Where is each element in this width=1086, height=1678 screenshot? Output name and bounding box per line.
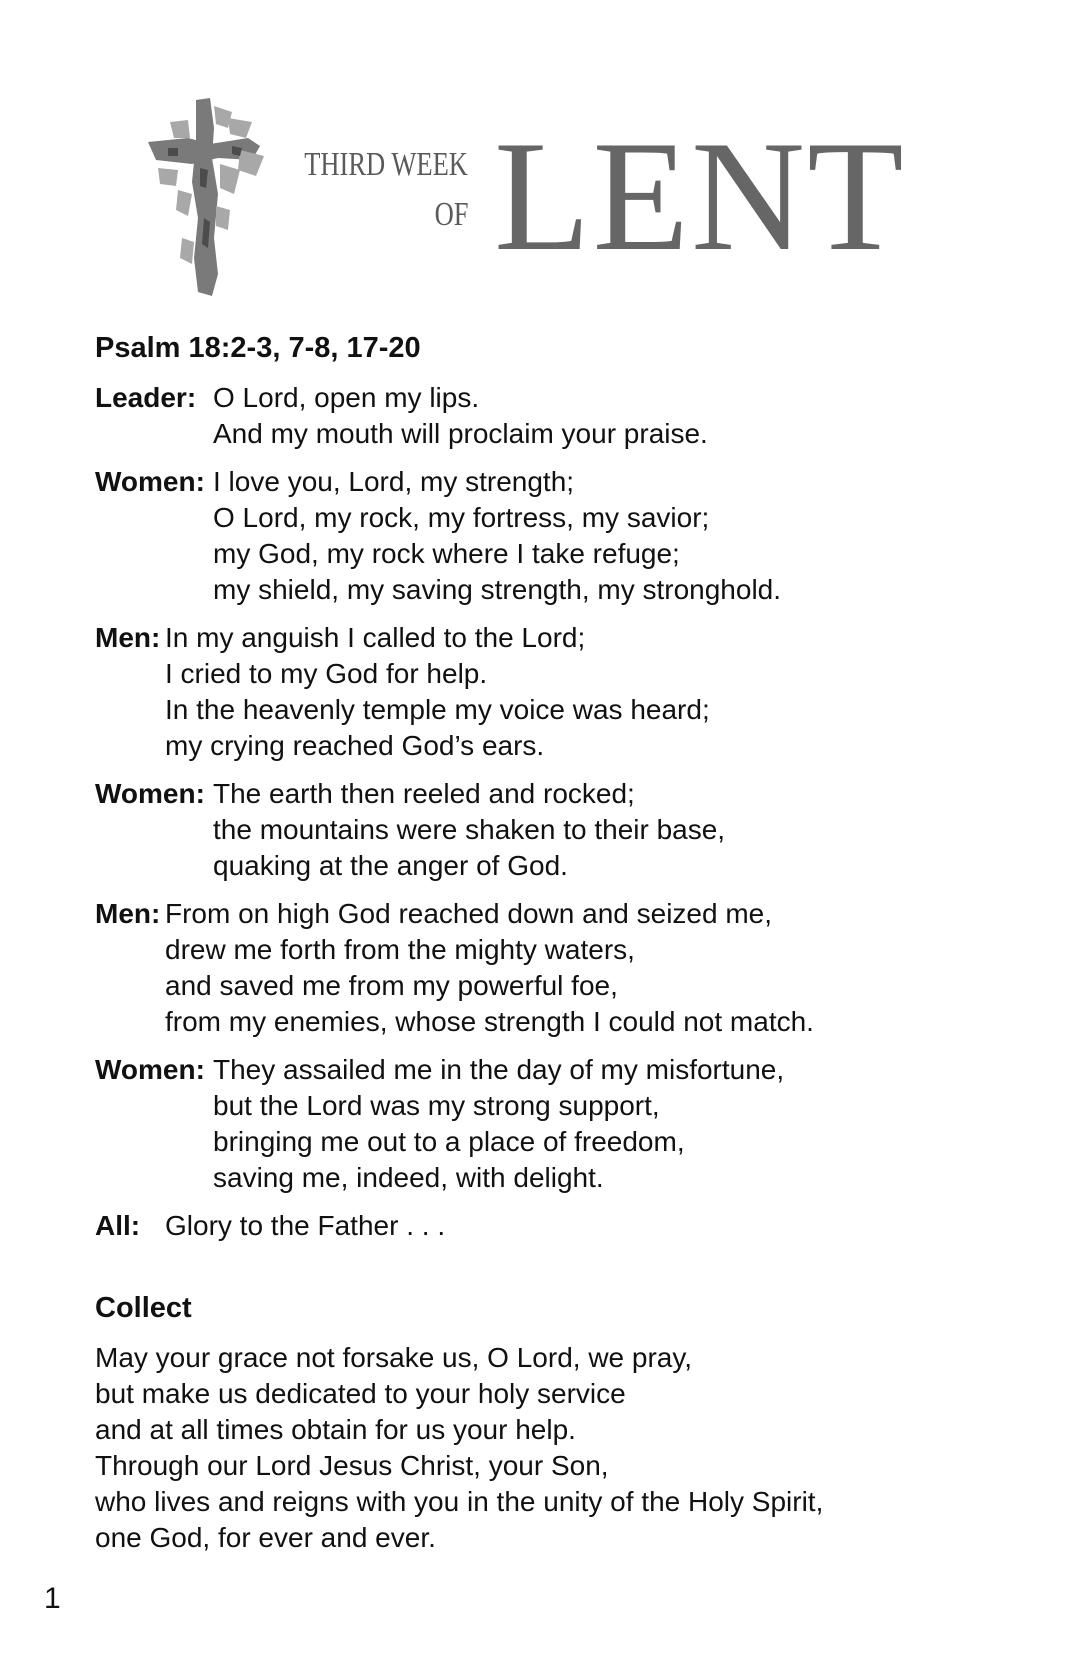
- speaker-label: All:: [95, 1210, 141, 1241]
- stanza: [95, 1208, 995, 1244]
- verse-line: drew me forth from the mighty waters,: [165, 934, 635, 965]
- stanza: [95, 776, 995, 884]
- verse-line: quaking at the anger of God.: [213, 850, 568, 881]
- speaker-label: Women:: [95, 778, 205, 809]
- stanza: [95, 896, 995, 1040]
- verse-line: From on high God reached down and seized me,: [165, 898, 773, 929]
- verse-line: the mountains were shaken to their base,: [213, 814, 726, 845]
- verse-line: In my anguish I called to the Lord;: [165, 622, 586, 653]
- verse-line: bringing me out to a place of freedom,: [213, 1126, 685, 1157]
- collect-line: one God, for ever and ever.: [95, 1522, 436, 1553]
- verse-line: Glory to the Father . . .: [165, 1210, 446, 1241]
- verse-line: my crying reached God’s ears.: [165, 730, 545, 761]
- collect-title: Collect: [95, 1292, 192, 1324]
- speaker-label: Men:: [95, 898, 161, 929]
- verse-line: from my enemies, whose strength I could not match.: [165, 1006, 814, 1037]
- speaker-label: Men:: [95, 622, 161, 653]
- stanza: [95, 1052, 995, 1196]
- main-content: [95, 328, 995, 1556]
- speaker-label: Women:: [95, 466, 205, 497]
- verse-line: my God, my rock where I take refuge;: [213, 538, 680, 569]
- verse-line: my shield, my saving strength, my stronghold.: [213, 574, 782, 605]
- psalm-title: Psalm 18:2-3, 7-8, 17-20: [95, 332, 421, 364]
- verse-line: They assailed me in the day of my misfortune,: [213, 1054, 785, 1085]
- verse-line: I cried to my God for help.: [165, 658, 488, 689]
- verse-line: O Lord, open my lips.: [213, 382, 480, 413]
- collect-line: who lives and reigns with you in the unity of the Holy Spirit,: [95, 1486, 824, 1517]
- collect-line: May your grace not forsake us, O Lord, we pray,: [95, 1342, 693, 1373]
- page-number: 1: [44, 1582, 61, 1615]
- verse-line: and saved me from my powerful foe,: [165, 970, 618, 1001]
- collect-line: but make us dedicated to your holy service: [95, 1378, 626, 1409]
- verse-line: And my mouth will proclaim your praise.: [213, 418, 708, 449]
- verse-line: but the Lord was my strong support,: [213, 1090, 660, 1121]
- verse-line: O Lord, my rock, my fortress, my savior;: [213, 502, 710, 533]
- collect-line: Through our Lord Jesus Christ, your Son,: [95, 1450, 609, 1481]
- header-subtitle-line1: THIRD WEEK: [304, 146, 468, 183]
- collect-line: and at all times obtain for us your help.: [95, 1414, 576, 1445]
- speaker-label: Women:: [95, 1054, 205, 1085]
- stanza: [95, 380, 995, 452]
- verse-line: In the heavenly temple my voice was heard;: [165, 694, 710, 725]
- header-subtitle-line2: OF: [434, 196, 468, 233]
- stanza: [95, 464, 995, 608]
- verse-line: saving me, indeed, with delight.: [213, 1162, 604, 1193]
- collect-body: [95, 1340, 995, 1556]
- page-header: [0, 0, 1086, 310]
- stanza: [95, 620, 995, 764]
- verse-line: I love you, Lord, my strength;: [213, 466, 575, 497]
- verse-line: The earth then reeled and rocked;: [213, 778, 635, 809]
- speaker-label: Leader:: [95, 382, 197, 413]
- header-title: LENT: [494, 109, 906, 284]
- cross-icon: [148, 98, 268, 298]
